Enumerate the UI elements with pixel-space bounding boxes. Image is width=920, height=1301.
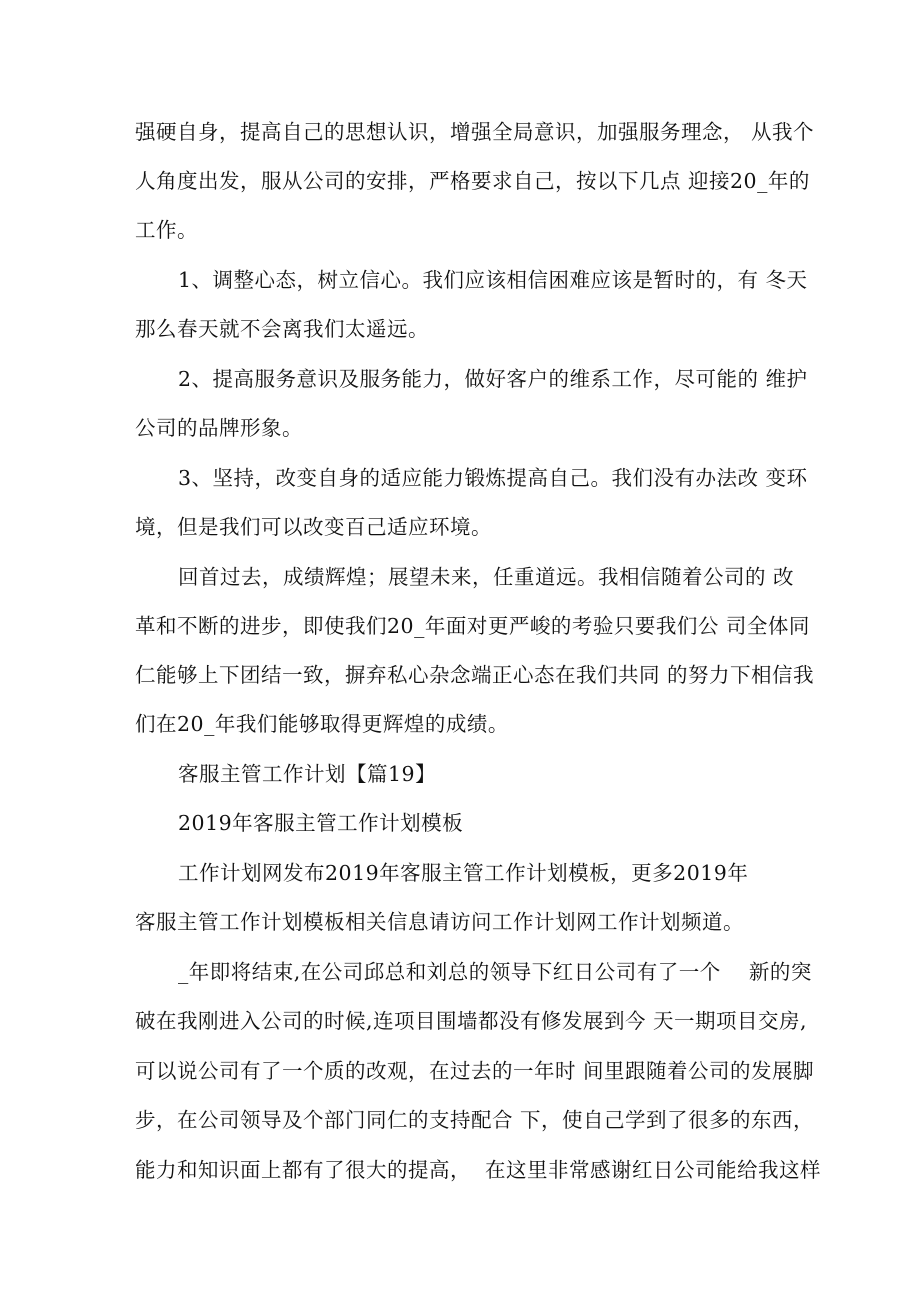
section-heading: 客服主管工作计划【篇19】 — [178, 762, 437, 786]
text-line: 可以说公司有了一个质的改观，在过去的一年时 间里跟随着公司的发展脚 — [135, 1059, 815, 1083]
text-line: 回首过去，成绩辉煌；展望未来，任重道远。我相信随着公司的 改 — [178, 565, 795, 589]
text-line: 2、提高服务意识及服务能力，做好客户的维系工作，尽可能的 维护 — [178, 367, 808, 391]
text-line: 仁能够上下团结一致，摒弃私心杂念端正心态在我们共同 的努力下相信我 — [135, 663, 815, 687]
text-line: 境，但是我们可以改变百己适应环境。 — [135, 515, 492, 539]
text-line: 革和不断的进步，即使我们20_年面对更严峻的考验只要我们公 司全体同 — [135, 614, 810, 638]
text-line: 那么春天就不会离我们太遥远。 — [135, 317, 429, 341]
text-line: 人角度出发，服从公司的安排，严格要求自己，按以下几点 迎接20_年的 — [135, 169, 810, 193]
text-line: 步，在公司领导及个部门同仁的支持配合 下，使自己学到了很多的东西， — [135, 1108, 815, 1132]
text-line: 工作。 — [135, 218, 198, 242]
text-line: 工作计划网发布2019年客服主管工作计划模板，更多2019年 — [178, 861, 749, 885]
text-line: 能力和知识面上都有了很大的提高， 在这里非常感谢红日公司能给我这样 — [135, 1158, 822, 1182]
text-line: 公司的品牌形象。 — [135, 416, 303, 440]
text-line: 3、坚持，改变自身的适应能力锻炼提高自己。我们没有办法改 变环 — [178, 466, 808, 490]
text-line: 强硬自身，提高自己的思想认识，增强全局意识，加强服务理念， 从我个 — [135, 120, 815, 144]
text-line: 客服主管工作计划模板相关信息请访问工作计划网工作计划频道。 — [135, 910, 744, 934]
text-line: 1、调整心态，树立信心。我们应该相信困难应该是暂时的，有 冬天 — [178, 268, 808, 292]
text-line: _年即将结束,在公司邱总和刘总的领导下红日公司有了一个 新的突 — [178, 960, 812, 984]
text-line: 们在20_年我们能够取得更辉煌的成绩。 — [135, 712, 509, 736]
section-subheading: 2019年客服主管工作计划模板 — [178, 811, 464, 835]
text-line: 破在我刚进入公司的时候,连项目围墙都没有修发展到今 天一期项目交房, — [135, 1009, 808, 1033]
